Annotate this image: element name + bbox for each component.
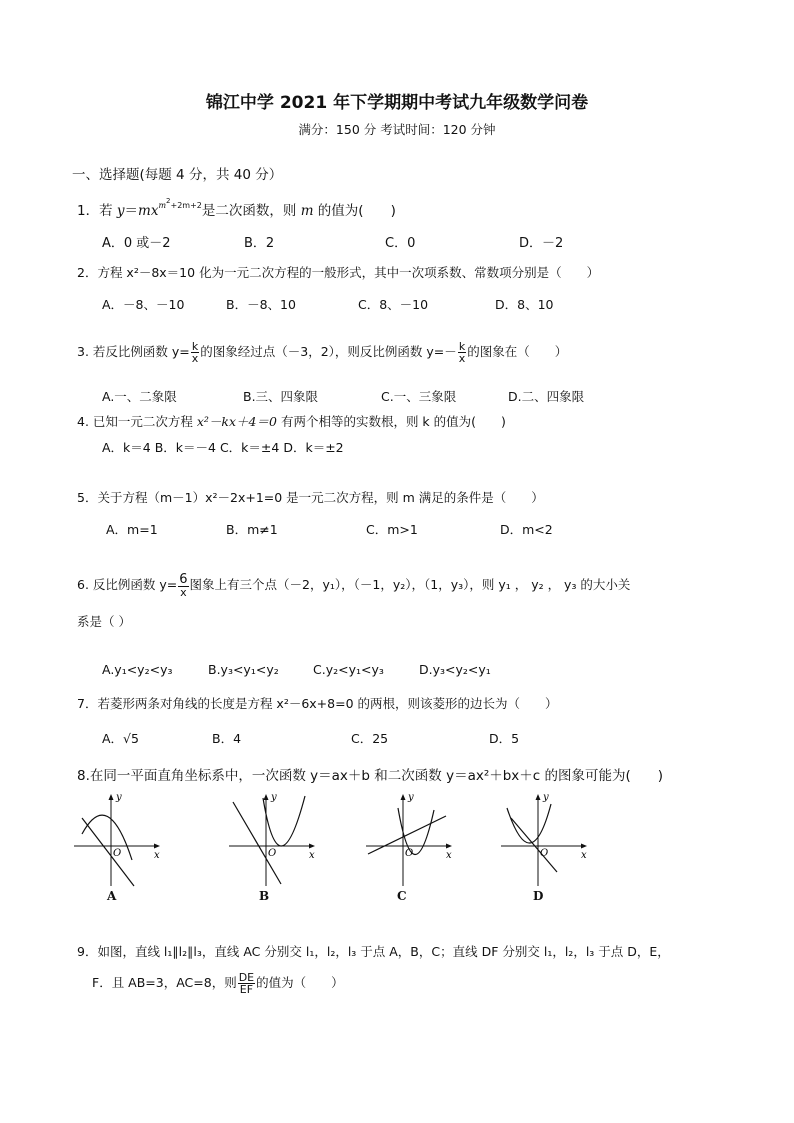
q3-option-b: B.三、四象限	[243, 389, 319, 404]
q6-option-a: A.y₁<y₂<y₃	[102, 662, 173, 677]
q1-exp-rest: +2m+2	[170, 201, 202, 210]
q9-post: 的值为（ ）	[256, 975, 344, 990]
question-5: 5．关于方程（m－1）x²－2x+1=0 是一元二次方程，则 m 满足的条件是（ ）	[77, 490, 544, 505]
q1-option-a: A．0 或－2	[102, 236, 171, 251]
q2-option-c: C．8、－10	[358, 297, 429, 312]
q5-option-c: C．m>1	[366, 522, 418, 537]
graph-a-label: A	[107, 889, 117, 903]
q7-option-b: B．4	[212, 731, 242, 746]
q1-mx: mx	[138, 203, 159, 219]
q1-tail: 的值为( )	[313, 203, 396, 219]
question-6-line2: 系是（ ）	[77, 614, 131, 629]
graph-c-origin: O	[405, 848, 414, 859]
q5-option-b: B．m≠1	[226, 522, 278, 537]
q1-m: m	[300, 203, 314, 219]
q9-fraction	[238, 972, 255, 995]
q3-frac2-den: x	[458, 352, 466, 365]
graph-b-label: B	[259, 889, 270, 903]
q7-option-d: D．5	[489, 731, 520, 746]
q1-exp-m: m	[158, 201, 167, 210]
q1-exp-2: 2	[166, 197, 171, 205]
q3-post: 的图象在（ ）	[467, 344, 568, 359]
q6-post: 图象上有三个点（－2，y₁），（－1，y₂），（1，y₃），则 y₁ ， y₂ ， y₃ 的大小关	[189, 577, 631, 592]
section-heading: 一、选择题(每题 4 分，共 40 分）	[72, 167, 283, 183]
graph-b-origin: O	[268, 848, 277, 859]
q7-option-a: A．√5	[102, 731, 139, 746]
question-6	[77, 573, 630, 598]
question-2: 2．方程 x²－8x＝10 化为一元二次方程的一般形式，其中一次项系数、常数项分别是（ ）	[77, 265, 600, 280]
q1-post: 是二次函数，则	[201, 203, 301, 219]
q6-option-b: B.y₃<y₁<y₂	[208, 662, 279, 677]
q3-frac1-den: x	[191, 352, 199, 365]
q4-equation: x²－kx＋4＝0	[196, 414, 277, 429]
q3-option-d: D.二、四象限	[508, 389, 585, 404]
graph-c-x-label: x	[446, 850, 452, 861]
q6-option-c: C.y₂<y₁<y₃	[313, 662, 384, 677]
q3-frac2-num: k	[458, 340, 466, 353]
q3-frac1-num: k	[191, 340, 199, 353]
q1-y: y	[116, 203, 125, 219]
graph-d-x-label: x	[581, 850, 587, 861]
question-4	[77, 412, 506, 430]
q1-option-c: C．0	[385, 236, 416, 251]
graph-d-label: D	[533, 889, 544, 903]
q4-options: A．k＝4 B．k＝－4 C．k＝±4 D．k＝±2	[102, 440, 344, 455]
q1-option-b: B．2	[244, 236, 275, 251]
question-9-line1: 9．如图，直线 l₁∥l₂∥l₃，直线 AC 分别交 l₁，l₂，l₃ 于点 A，B，C；直线 DF 分别交 l₁，l₂，l₃ 于点 D，E，	[77, 944, 670, 959]
q3-fraction-2	[458, 341, 467, 364]
exam-title: 锦江中学 2021 年下学期期中考试九年级数学问卷	[205, 93, 589, 113]
graph-a-origin: O	[113, 848, 122, 859]
q2-option-d: D．8、10	[495, 297, 554, 312]
exam-subtitle: 满分：150 分 考试时间：120 分钟	[298, 122, 496, 137]
question-7: 7．若菱形两条对角线的长度是方程 x²－6x+8=0 的两根，则该菱形的边长为（ ）	[77, 696, 558, 711]
q4-prefix: 4. 已知一元二次方程	[77, 414, 197, 429]
graph-d	[497, 790, 592, 890]
q3-middle: 的图象经过点（－3，2），则反比例函数 y=－	[200, 344, 457, 359]
q6-frac-den: x	[180, 586, 187, 599]
graph-c	[362, 790, 457, 890]
q3-option-a: A.一、二象限	[102, 389, 177, 404]
q1-prefix: 若	[99, 203, 117, 219]
graph-b-y-label: y	[271, 792, 277, 803]
q1-option-d: D．－2	[519, 236, 564, 251]
q1-number: 1．	[77, 203, 100, 219]
q3-option-c: C.一、三象限	[381, 389, 457, 404]
graph-d-origin: O	[540, 848, 549, 859]
graph-d-y-label: y	[543, 792, 549, 803]
question-3	[77, 341, 567, 364]
graph-a-y-label: y	[116, 792, 122, 803]
q3-fraction-1	[191, 341, 200, 364]
q9-prefix: F．且 AB=3，AC=8，则	[92, 975, 237, 990]
q3-prefix: 3. 若反比例函数 y=	[77, 344, 190, 359]
q2-option-a: A．－8、－10	[102, 297, 185, 312]
graph-b	[225, 790, 320, 890]
q6-frac-num: 6	[179, 572, 188, 587]
graph-a-x-label: x	[154, 850, 160, 861]
q1-exponent	[158, 197, 202, 210]
q1-eq: ＝	[124, 203, 139, 219]
graph-b-x-label: x	[309, 850, 315, 861]
q6-prefix: 6. 反比例函数 y=	[77, 577, 178, 592]
q2-option-b: B．－8、10	[226, 297, 296, 312]
graph-c-label: C	[397, 889, 407, 903]
q4-post: 有两个相等的实数根，则 k 的值为( )	[276, 414, 506, 429]
q5-option-d: D．m<2	[500, 522, 553, 537]
q7-option-c: C．25	[351, 731, 389, 746]
question-1	[77, 197, 396, 219]
question-9-line2	[92, 972, 344, 995]
q5-option-a: A．m=1	[106, 522, 158, 537]
graph-c-y-label: y	[408, 792, 414, 803]
q9-frac-den: EF	[239, 983, 254, 996]
graph-a	[70, 790, 165, 890]
q6-fraction	[178, 573, 188, 598]
question-8: 8.在同一平面直角坐标系中，一次函数 y＝ax＋b 和二次函数 y＝ax²＋bx＋c 的图象可能为( )	[77, 768, 664, 784]
q9-frac-num: DE	[238, 971, 255, 984]
q6-option-d: D.y₃<y₂<y₁	[419, 662, 491, 677]
